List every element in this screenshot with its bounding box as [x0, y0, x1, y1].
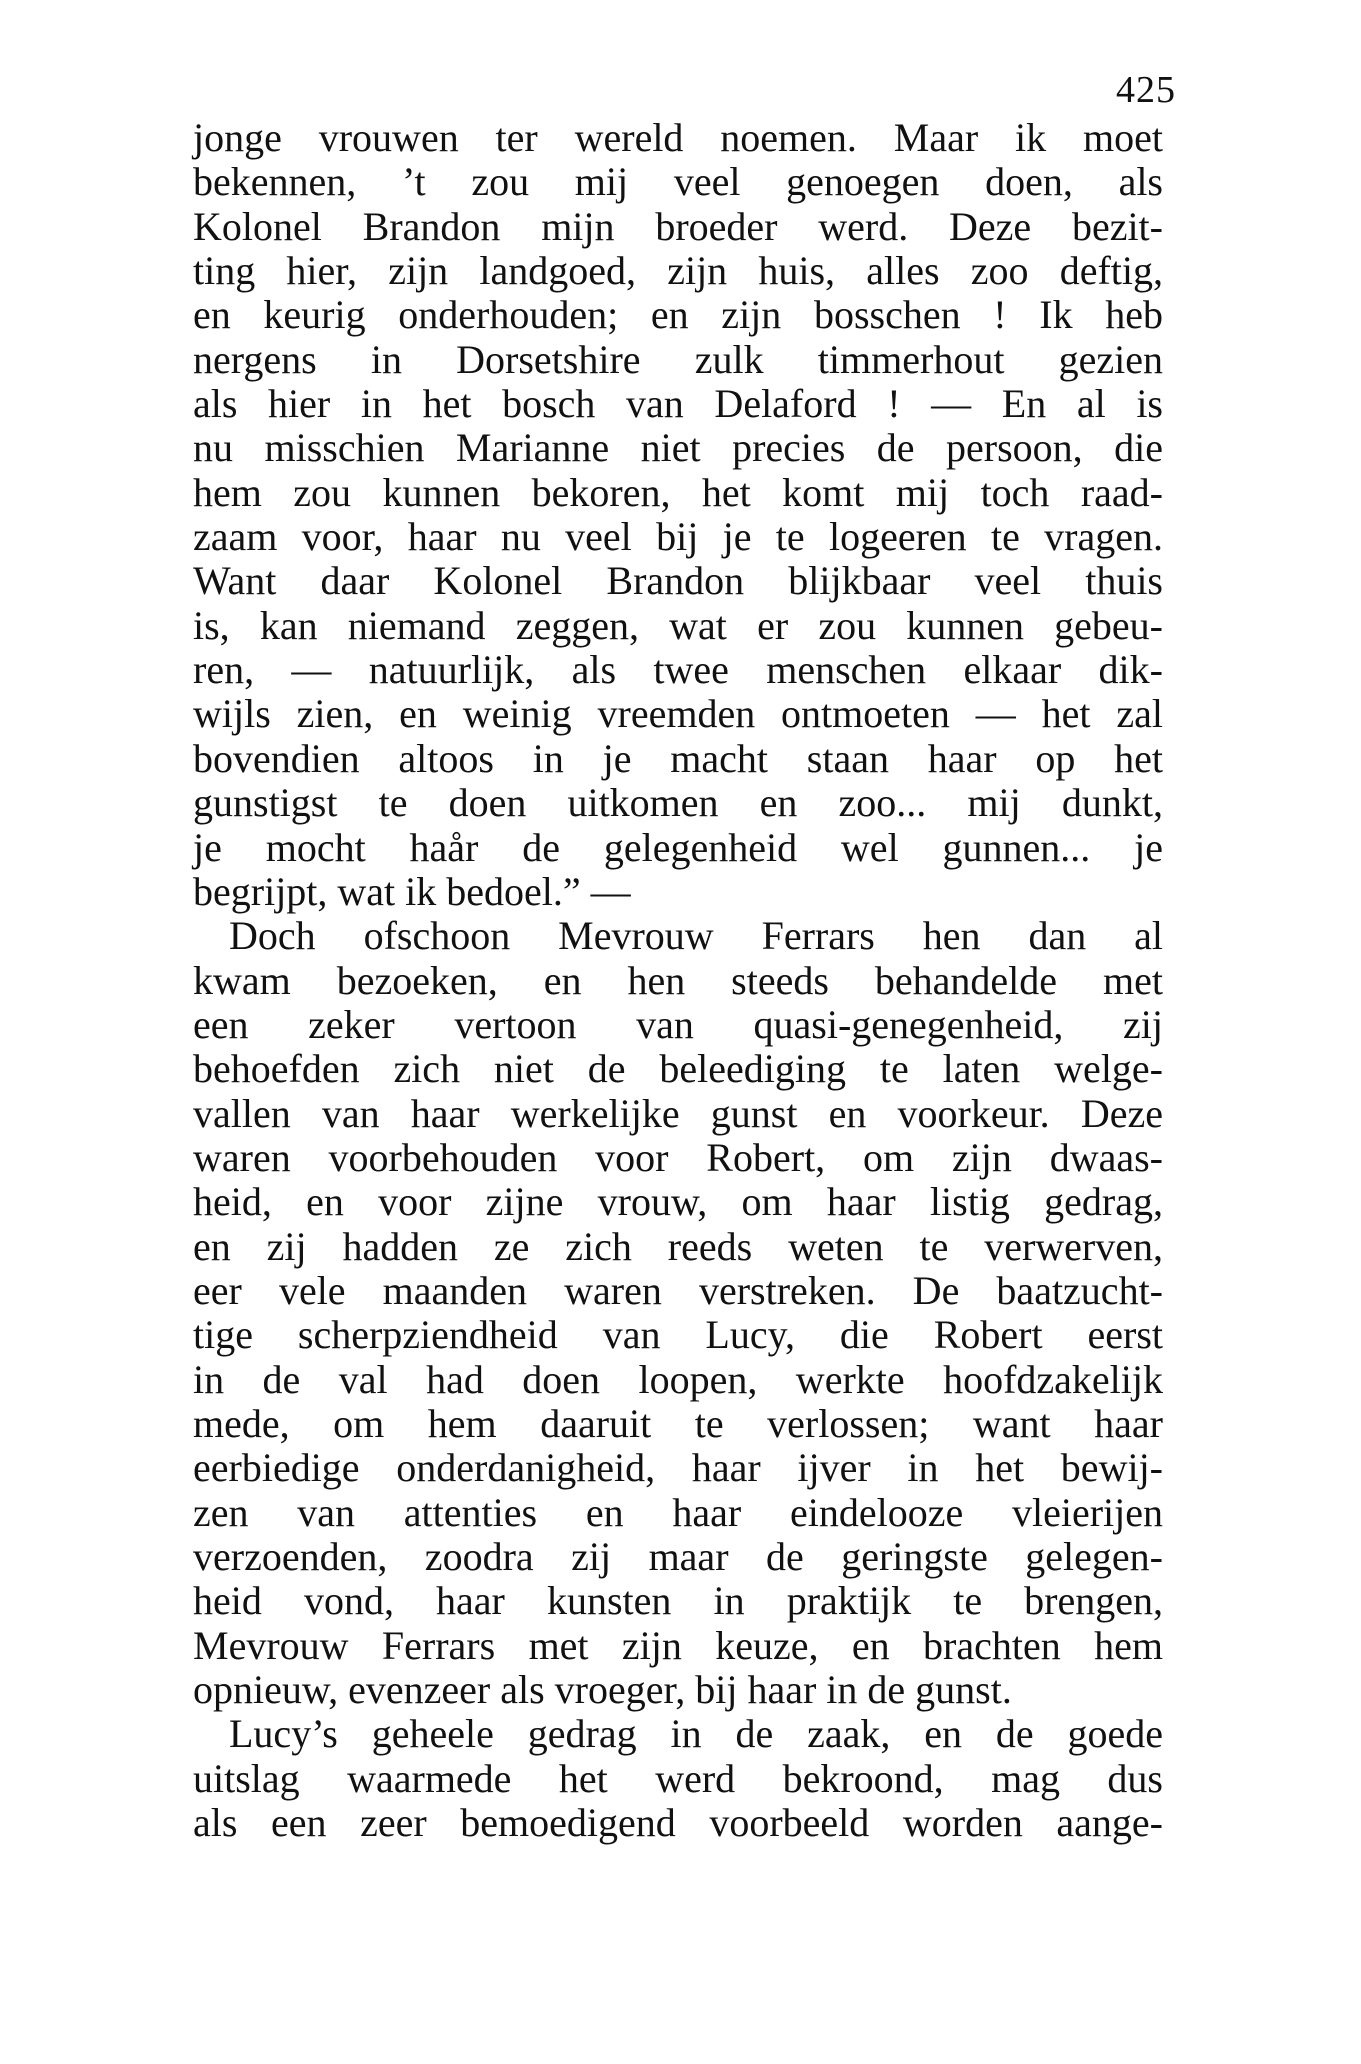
text-line: gunstigst te doen uitkomen en zoo... mij dunkt, [193, 780, 1163, 826]
text-line: heid vond, haar kunsten in praktijk te brengen, [193, 1578, 1163, 1624]
text-line: bovendien altoos in je macht staan haar op het [193, 735, 1163, 781]
text-line: wijls zien, en weinig vreemden ontmoeten — het zal [193, 691, 1163, 737]
text-line: Kolonel Brandon mijn broeder werd. Deze bezit- [193, 203, 1163, 249]
text-line: eer vele maanden waren verstreken. De baatzucht- [193, 1267, 1163, 1313]
text-line: in de val had doen loopen, werkte hoofdzakelijk [193, 1356, 1163, 1402]
body-text [193, 116, 1163, 1845]
text-line: nu misschien Marianne niet precies de persoon, die [193, 425, 1163, 471]
text-line: jonge vrouwen ter wereld noemen. Maar ik moet [193, 115, 1163, 160]
text-line: hem zou kunnen bekoren, het komt mij toch raad- [193, 469, 1163, 515]
text-line: zaam voor, haar nu veel bij je te logeeren te vragen. [193, 514, 1163, 560]
text-line: behoefden zich niet de beleediging te laten welge- [193, 1046, 1163, 1092]
text-line: bekennen, ’t zou mij veel genoegen doen, als [193, 159, 1163, 205]
text-line: en zij hadden ze zich reeds weten te verwerven, [193, 1223, 1163, 1269]
text-line: Lucy’s geheele gedrag in de zaak, en de goede [229, 1711, 1163, 1757]
text-line: heid, en voor zijne vrouw, om haar listig gedrag, [193, 1179, 1163, 1225]
text-line: nergens in Dorsetshire zulk timmerhout gezien [193, 336, 1163, 382]
text-line: begrijpt, wat ik bedoel.” — [193, 868, 631, 914]
text-line: tige scherpziendheid van Lucy, die Robert eerst [193, 1312, 1163, 1358]
text-line: uitslag waarmede het werd bekroond, mag dus [193, 1755, 1163, 1801]
text-line: Mevrouw Ferrars met zijn keuze, en brachten hem [193, 1622, 1163, 1668]
text-line: opnieuw, evenzeer als vroeger, bij haar in de gunst. [193, 1667, 1012, 1713]
text-line: een zeker vertoon van quasi-genegenheid, zij [193, 1001, 1163, 1047]
text-line: verzoenden, zoodra zij maar de geringste gelegen- [193, 1534, 1163, 1579]
text-line: mede, om hem daaruit te verlossen; want haar [193, 1400, 1163, 1446]
page-number: 425 [1116, 69, 1176, 111]
text-line: ren, — natuurlijk, als twee menschen elkaar dik- [193, 647, 1163, 693]
text-line: en keurig onderhouden; en zijn bosschen ! Ik heb [193, 292, 1163, 338]
text-line: eerbiedige onderdanigheid, haar ijver in het bewij- [193, 1445, 1163, 1491]
text-line: is, kan niemand zeggen, wat er zou kunnen gebeu- [193, 602, 1163, 648]
text-line: waren voorbehouden voor Robert, om zijn dwaas- [193, 1134, 1163, 1180]
text-line: ting hier, zijn landgoed, zijn huis, alles zoo deftig, [193, 248, 1163, 294]
text-line: vallen van haar werkelijke gunst en voorkeur. Deze [193, 1090, 1163, 1136]
text-line: als een zeer bemoedigend voorbeeld worden aange- [193, 1800, 1163, 1846]
text-line: Want daar Kolonel Brandon blijkbaar veel thuis [193, 558, 1163, 604]
text-line: je mocht haår de gelegenheid wel gunnen... je [193, 824, 1163, 870]
text-line: zen van attenties en haar eindelooze vleierijen [193, 1489, 1163, 1535]
text-line: als hier in het bosch van Delaford ! — En al is [193, 381, 1163, 427]
text-line: Doch ofschoon Mevrouw Ferrars hen dan al [229, 913, 1163, 959]
text-line: kwam bezoeken, en hen steeds behandelde met [193, 957, 1163, 1003]
